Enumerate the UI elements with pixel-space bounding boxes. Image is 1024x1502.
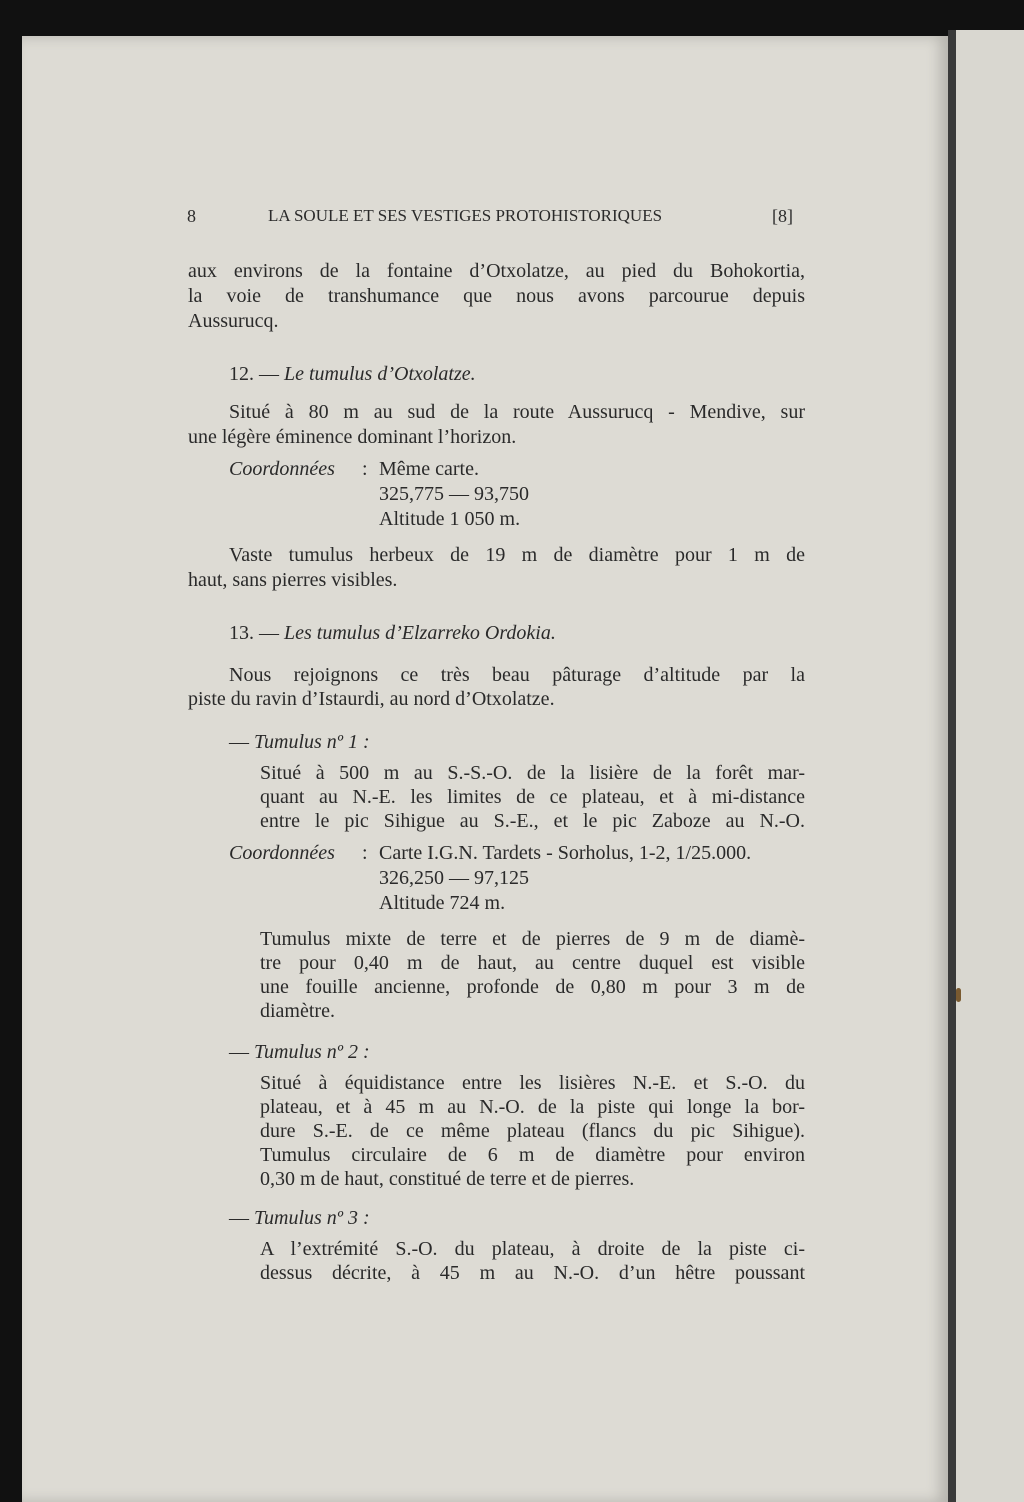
text-line: Situé à 500 m au S.-S.-O. de la lisière de la forêt mar-	[260, 762, 805, 784]
paper-stain	[956, 988, 961, 1002]
text-line: tre pour 0,40 m de haut, au centre duquel est visible	[260, 952, 805, 974]
coord-sep: :	[362, 842, 368, 864]
tumulus-title: Tumulus nº 1 :	[254, 731, 370, 753]
dash: —	[229, 1041, 249, 1063]
coord-value: 326,250 — 97,125	[379, 867, 529, 889]
text-line: dessus décrite, à 45 m au N.-O. d’un hêtre poussant	[260, 1262, 805, 1284]
coord-value: 325,775 — 93,750	[379, 483, 529, 505]
tumulus-2-heading	[229, 1040, 370, 1065]
text-line: Tumulus mixte de terre et de pierres de 9 m de diamè-	[260, 928, 805, 950]
section-title: Le tumulus d’Otxolatze.	[284, 363, 476, 385]
coord-label: Coordonnées	[229, 458, 335, 480]
text-line: plateau, et à 45 m au N.-O. de la piste qui longe la bor-	[260, 1096, 805, 1118]
tumulus-1-heading	[229, 730, 370, 755]
book-gutter	[948, 30, 956, 1502]
dash: —	[229, 1207, 249, 1229]
coord-value: Altitude 724 m.	[379, 892, 506, 914]
text-line: Aussurucq.	[188, 310, 279, 332]
coord-value: Altitude 1 050 m.	[379, 508, 521, 530]
dash: —	[229, 731, 249, 753]
section-number: 13. —	[229, 622, 279, 644]
running-title: LA SOULE ET SES VESTIGES PROTOHISTORIQUES	[268, 206, 663, 225]
text-line: haut, sans pierres visibles.	[188, 569, 398, 591]
coord-label: Coordonnées	[229, 842, 335, 864]
section-heading-13	[229, 621, 556, 646]
section-heading-12	[229, 362, 476, 387]
text-line: Situé à équidistance entre les lisières N.-E. et S.-O. du	[260, 1072, 805, 1094]
facing-page-edge	[956, 30, 1024, 1502]
tumulus-title: Tumulus nº 2 :	[254, 1041, 370, 1063]
text-line: une légère éminence dominant l’horizon.	[188, 426, 517, 448]
text-line: Tumulus circulaire de 6 m de diamètre pour environ	[260, 1144, 805, 1166]
text-line: diamètre.	[260, 1000, 335, 1022]
bracket-page-number: [8]	[772, 206, 793, 226]
section-number: 12. —	[229, 363, 279, 385]
text-line: dure S.-E. de ce même plateau (flancs du pic Sihigue).	[260, 1120, 805, 1142]
coord-value: Même carte.	[379, 458, 479, 480]
text-line: la voie de transhumance que nous avons parcourue depuis	[188, 285, 805, 307]
text-line: piste du ravin d’Istaurdi, au nord d’Otxolatze.	[188, 688, 555, 710]
coord-value: Carte I.G.N. Tardets - Sorholus, 1-2, 1/25.000.	[379, 842, 752, 864]
text-line: entre le pic Sihigue au S.-E., et le pic Zaboze au N.-O.	[260, 810, 805, 832]
page-number: 8	[187, 206, 196, 226]
text-line: une fouille ancienne, profonde de 0,80 m pour 3 m de	[260, 976, 805, 998]
text-line: Situé à 80 m au sud de la route Aussurucq - Mendive, sur	[229, 401, 805, 423]
text-line: A l’extrémité S.-O. du plateau, à droite de la piste ci-	[260, 1238, 805, 1260]
text-line: Vaste tumulus herbeux de 19 m de diamètre pour 1 m de	[229, 544, 805, 566]
tumulus-title: Tumulus nº 3 :	[254, 1207, 370, 1229]
text-line: 0,30 m de haut, constitué de terre et de pierres.	[260, 1168, 635, 1190]
section-title: Les tumulus d’Elzarreko Ordokia.	[284, 622, 556, 644]
text-line: Nous rejoignons ce très beau pâturage d’altitude par la	[229, 664, 805, 686]
text-line: aux environs de la fontaine d’Otxolatze, au pied du Bohokortia,	[188, 260, 805, 282]
tumulus-3-heading	[229, 1206, 370, 1231]
text-line: quant au N.-E. les limites de ce plateau, et à mi-distance	[260, 786, 805, 808]
coord-sep: :	[362, 458, 368, 480]
